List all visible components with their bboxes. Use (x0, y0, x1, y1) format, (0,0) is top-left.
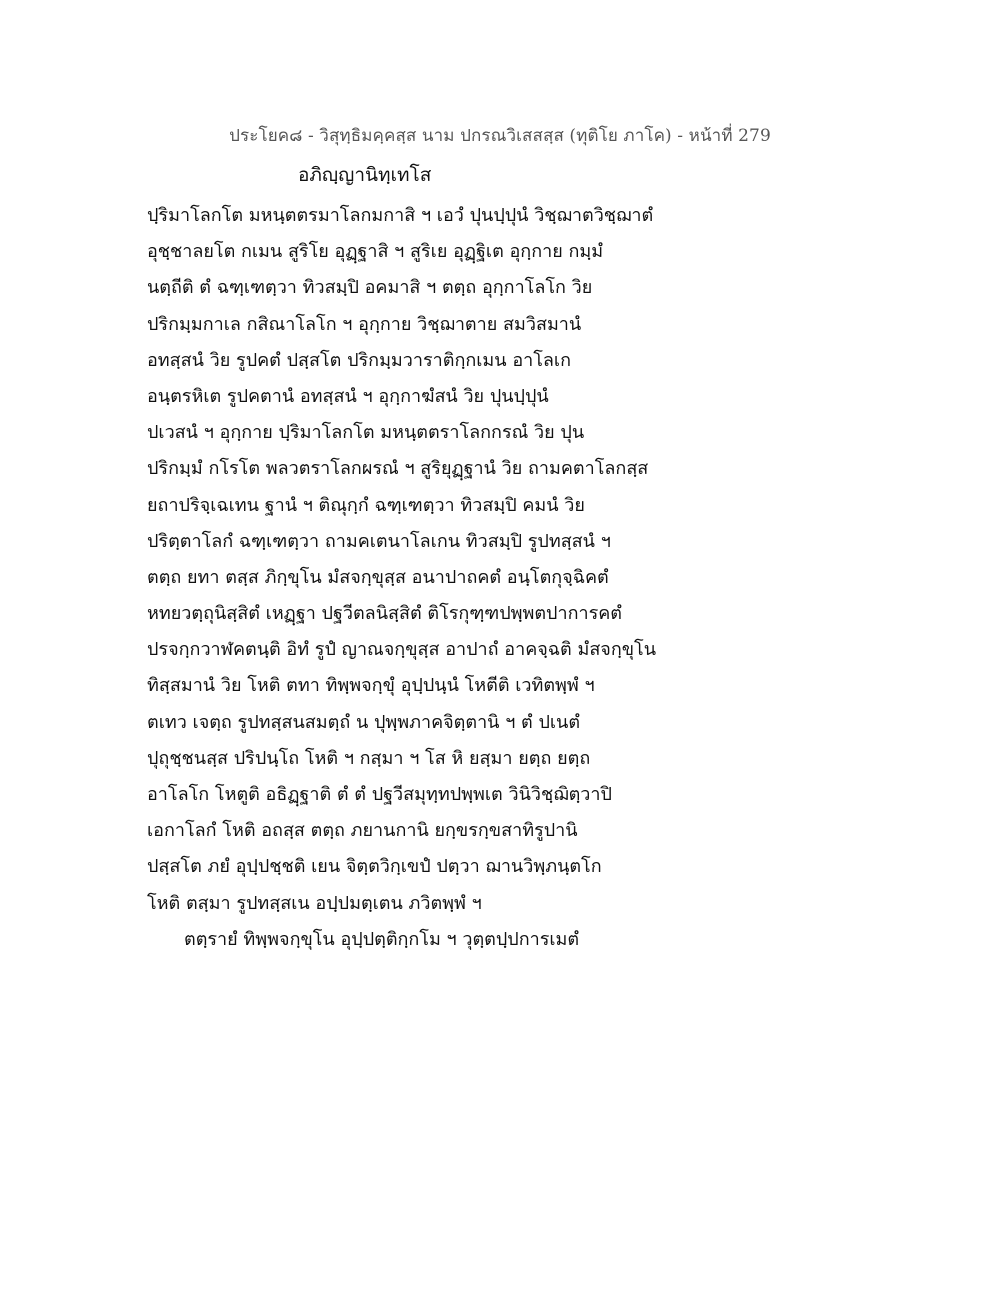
text-line: ตตฺถ ยทา ตสฺส ภิกฺขุโน มํสจกฺขุสฺส อนาปาถคตํ อนฺโตกุจฺฉิคตํ (147, 566, 609, 588)
text-line: ปุถุชฺชนสฺส ปริปนฺโถ โหติ ฯ กสฺมา ฯ โส หิ ยสฺมา ยตฺถ ยตฺถ (147, 747, 591, 769)
text-line: ปริกมฺมํ กโรโต พลวตราโลกผรณํ ฯ สูริยุฏฺฐานํ วิย ถามคตาโลกสฺส (147, 458, 649, 480)
text-line: ปฺริมาโลกโต มหนฺตตรมาโลกมกาสิ ฯ เอวํ ปุนปฺปุนํ วิชฺฌาตวิชฺฌาตํ (147, 205, 654, 226)
text-line: ทิสฺสมานํ วิย โหติ ตทา ทิพฺพจกฺขุํ อุปฺปนฺนํ โหตีติ เวทิตพฺพํ ฯ (147, 675, 595, 697)
text-line: อาโลโก โหตูติ อธิฏฺฐาติ ตํ ตํ ปฐวีสมุทฺทปพฺพเต วินิวิชฺฌิตฺวาปิ (147, 784, 612, 805)
text-line: อทสฺสนํ วิย รูปคตํ ปสฺสโต ปริกมฺมวาราติกฺกเมน อาโลเก (147, 349, 571, 371)
text-line: ปริกมฺมกาเล กสิณาโลโก ฯ อุกฺกาย วิชฺฌาตาย สมวิสมานํ (147, 313, 582, 335)
text-line: อุชฺชาลยโต กเมน สูริโย อุฏฺฐาสิ ฯ สูริเย อุฏฺฐิเต อุกฺกาย กมฺมํ (147, 241, 604, 263)
running-header: ประโยค๘ - วิสุทฺธิมคฺคสฺส นาม ปกรณวิเสสสฺส (ทุติโย ภาโค) - หน้าที่ 279 (229, 126, 771, 146)
text-line: ตเทว เจตฺถ รูปทสฺสนสมตฺถํ น ปุพฺพภาคจิตฺตานิ ฯ ตํ ปเนตํ (147, 711, 581, 733)
text-line: หทยวตฺถุนิสฺสิตํ เหฏฺฐา ปฐวีตลนิสฺสิตํ ติโรกุฑฺฑปพฺพตปาการคตํ (147, 603, 622, 625)
body-text (147, 198, 867, 958)
text-line: เอกาโลกํ โหติ อถสฺส ตตฺถ ภยานกานิ ยกฺขรกฺขสาทิรูปานิ (147, 820, 578, 842)
text-line: ปริตฺตาโลกํ ฉฑฺเฑตฺวา ถามคเตนาโลเกน ทิวสมฺปิ รูปทสฺสนํ ฯ (147, 530, 611, 552)
text-line: โหติ ตสฺมา รูปทสฺสเน อปฺปมตฺเตน ภวิตพฺพํ ฯ (147, 892, 482, 914)
section-title: อภิญฺญานิทฺเทโส (298, 164, 432, 186)
text-line: ปสฺสโต ภยํ อุปฺปชฺชติ เยน จิตฺตวิกฺเขปํ ปตฺวา ฌานวิพฺภนฺตโก (147, 856, 602, 878)
text-line: อนฺตรหิเต รูปคตานํ อทสฺสนํ ฯ อุกฺกาฆํสนํ วิย ปุนปฺปุนํ (147, 385, 549, 407)
text-line: ยถาปริจฺเฉเทน ฐานํ ฯ ติณุกฺกํ ฉฑฺเฑตฺวา ทิวสมฺปิ คมนํ วิย (147, 494, 585, 516)
text-line: ปรจกฺกวาฬคตนฺติ อิทํ รูปํ ญาณจกฺขุสฺส อาปาถํ อาคจฺฉติ มํสจกฺขุโน (147, 639, 657, 661)
text-line: ปเวสนํ ฯ อุกฺกาย ปฺริมาโลกโต มหนฺตตราโลกกรณํ วิย ปุน (147, 422, 585, 444)
text-line: นตฺถีติ ตํ ฉฑฺเฑตฺวา ทิวสมฺปิ อคมาสิ ฯ ตตฺถ อุกฺกาโลโก วิย (147, 277, 593, 299)
paragraph-start-line: ตตฺรายํ ทิพฺพจกฺขุโน อุปฺปตฺติกฺกโม ฯ วุตฺตปฺปการเมตํ (184, 928, 580, 950)
